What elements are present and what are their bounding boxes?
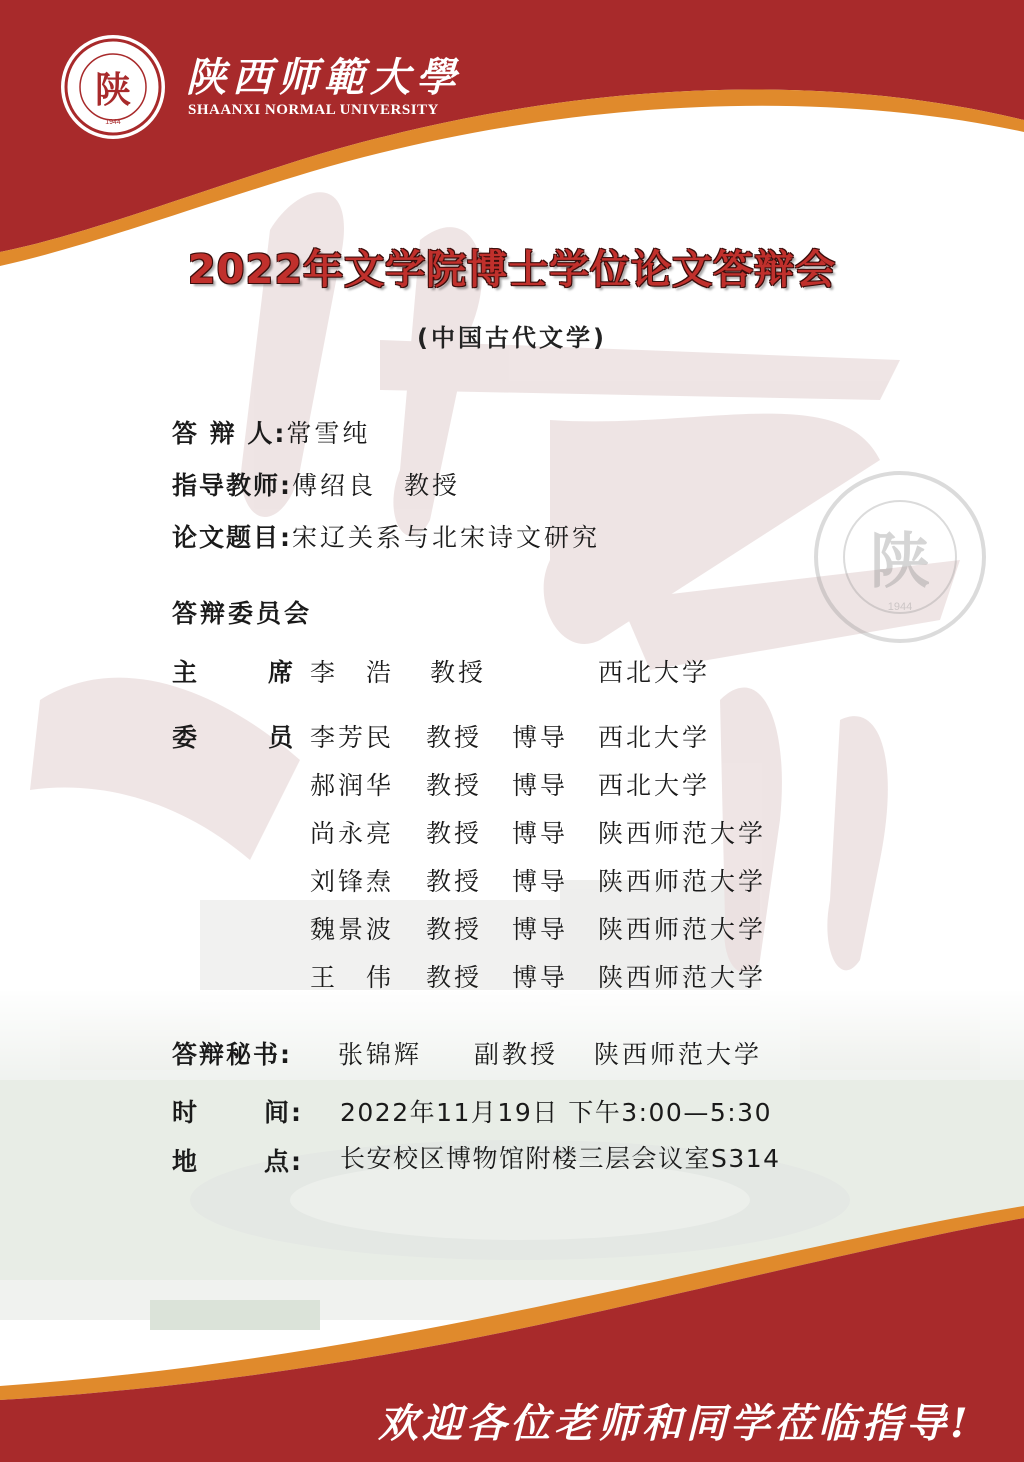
member-supervisor: 博导 [512, 915, 569, 944]
member-affiliation: 西北大学 [598, 771, 711, 800]
svg-text:陕: 陕 [94, 69, 132, 111]
candidate-value: 常雪纯 [286, 419, 371, 448]
welcome-message: 欢迎各位老师和同学莅临指导! [378, 1400, 972, 1447]
svg-text:1944: 1944 [105, 119, 121, 126]
member-name: 魏景波 [310, 915, 395, 944]
member-title: 教授 [426, 915, 483, 944]
university-name-en: SHAANXI NORMAL UNIVERSITY [188, 102, 439, 118]
chair-role-b: 席 [268, 658, 296, 687]
page-subtitle: (中国古代文学) [417, 324, 607, 352]
member-title: 教授 [426, 819, 483, 848]
university-seal-logo [61, 35, 165, 139]
time-label-b: 间: [264, 1098, 303, 1127]
svg-text:1944: 1944 [887, 601, 913, 613]
chair-affiliation: 西北大学 [598, 658, 711, 687]
member-affiliation: 西北大学 [598, 723, 711, 752]
thesis-row [172, 518, 600, 554]
secretary-name: 张锦辉 [338, 1040, 423, 1069]
member-supervisor: 博导 [512, 867, 569, 896]
secretary-title: 副教授 [474, 1040, 559, 1069]
members-role-a: 委 [172, 723, 200, 752]
time-value: 2022年11月19日 下午3:00—5:30 [340, 1098, 772, 1127]
member-name: 尚永亮 [310, 819, 395, 848]
university-name-cn: 陕西师範大學 [186, 54, 462, 101]
advisor-row [172, 466, 460, 502]
member-title: 教授 [426, 771, 483, 800]
advisor-value: 傅绍良 教授 [292, 471, 461, 500]
member-title: 教授 [426, 867, 483, 896]
member-name: 王 伟 [310, 963, 395, 992]
member-supervisor: 博导 [512, 771, 569, 800]
member-affiliation: 陕西师范大学 [598, 963, 767, 992]
member-affiliation: 陕西师范大学 [598, 819, 767, 848]
chair-name: 李 浩 [310, 658, 395, 687]
place-label-b: 点: [264, 1147, 303, 1176]
page-title: 2022年文学院博士学位论文答辩会 [187, 247, 837, 293]
committee-heading: 答辩委员会 [172, 599, 313, 628]
secretary-label: 答辩秘书: [172, 1040, 292, 1069]
place-label-a: 地 [172, 1147, 200, 1176]
chair-title: 教授 [430, 658, 487, 687]
member-supervisor: 博导 [512, 723, 569, 752]
time-label-a: 时 [172, 1098, 200, 1127]
member-title: 教授 [426, 723, 483, 752]
secretary-affiliation: 陕西师范大学 [594, 1040, 763, 1069]
member-title: 教授 [426, 963, 483, 992]
advisor-label: 指导教师: [172, 471, 292, 500]
thesis-label: 论文题目: [172, 523, 292, 552]
member-affiliation: 陕西师范大学 [598, 867, 767, 896]
member-name: 李芳民 [310, 723, 395, 752]
member-name: 刘锋焘 [310, 867, 395, 896]
place-value: 长安校区博物馆附楼三层会议室S314 [340, 1144, 781, 1173]
candidate-row [172, 414, 370, 450]
members-role-b: 员 [268, 723, 296, 752]
candidate-label: 答 辩 人: [172, 419, 287, 448]
svg-text:陕: 陕 [870, 527, 930, 597]
chair-role-a: 主 [172, 658, 200, 687]
thesis-value: 宋辽关系与北宋诗文研究 [292, 523, 601, 552]
member-affiliation: 陕西师范大学 [598, 915, 767, 944]
member-supervisor: 博导 [512, 963, 569, 992]
member-supervisor: 博导 [512, 819, 569, 848]
member-name: 郝润华 [310, 771, 395, 800]
